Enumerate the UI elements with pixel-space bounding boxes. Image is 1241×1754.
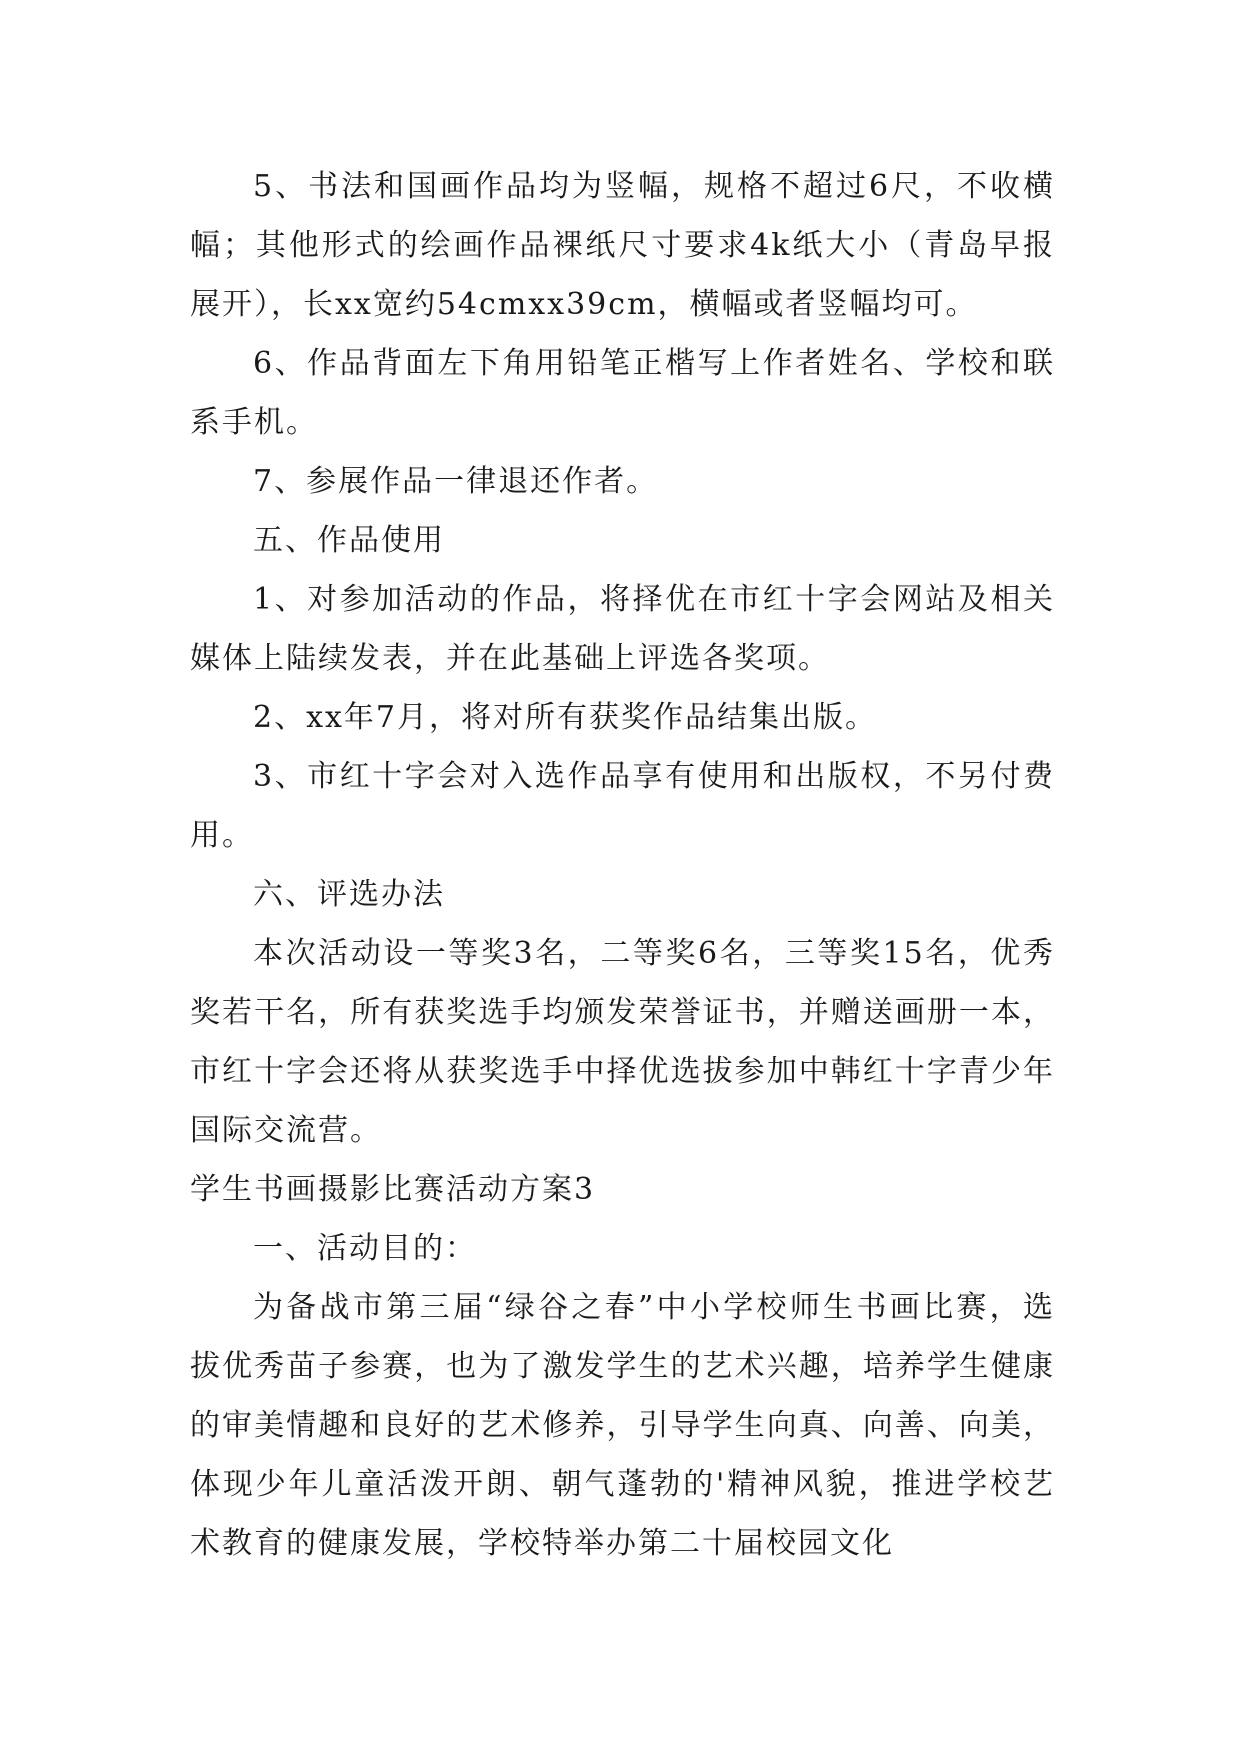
section-heading-usage: 五、作品使用 [253, 523, 445, 558]
paragraph-item-5-spec: 5、书法和国画作品均为竖幅，规格不超过6尺，不收横幅；其他形式的绘画作品裸纸尺寸要求4k纸大小（青岛早报展开），长xx宽约54cmxx39cm，横幅或者竖幅均可。 [190, 169, 1055, 322]
section-heading-purpose: 一、活动目的： [253, 1231, 477, 1266]
paragraph-awards: 本次活动设一等奖3名，二等奖6名，三等奖15名，优秀奖若干名，所有获奖选手均颁发荣誉证书，并赠送画册一本，市红十字会还将从获奖选手中择优选拔参加中韩红十字青少年国际交流营。 [190, 936, 1055, 1148]
document-title-plan-3: 学生书画摄影比赛活动方案3 [190, 1172, 596, 1207]
paragraph-usage-1: 1、对参加活动的作品，将择优在市红十字会网站及相关媒体上陆续发表，并在此基础上评选各奖项。 [190, 582, 1055, 676]
paragraph-item-7-return: 7、参展作品一律退还作者。 [253, 464, 659, 499]
document-body [190, 157, 1055, 1573]
paragraph-purpose: 为备战市第三届“绿谷之春”中小学校师生书画比赛，选拔优秀苗子参赛，也为了激发学生的艺术兴趣，培养学生健康的审美情趣和良好的艺术修养，引导学生向真、向善、向美，体现少年儿童活泼开朗、朝气蓬勃的'精神风貌，推进学校艺术教育的健康发展，学校特举办第二十届校园文化 [190, 1290, 1055, 1561]
paragraph-item-6-label: 6、作品背面左下角用铅笔正楷写上作者姓名、学校和联系手机。 [190, 346, 1055, 440]
section-heading-evaluation: 六、评选办法 [253, 877, 445, 912]
paragraph-usage-2: 2、xx年7月，将对所有获奖作品结集出版。 [253, 700, 878, 735]
paragraph-usage-3: 3、市红十字会对入选作品享有使用和出版权，不另付费用。 [190, 759, 1055, 853]
